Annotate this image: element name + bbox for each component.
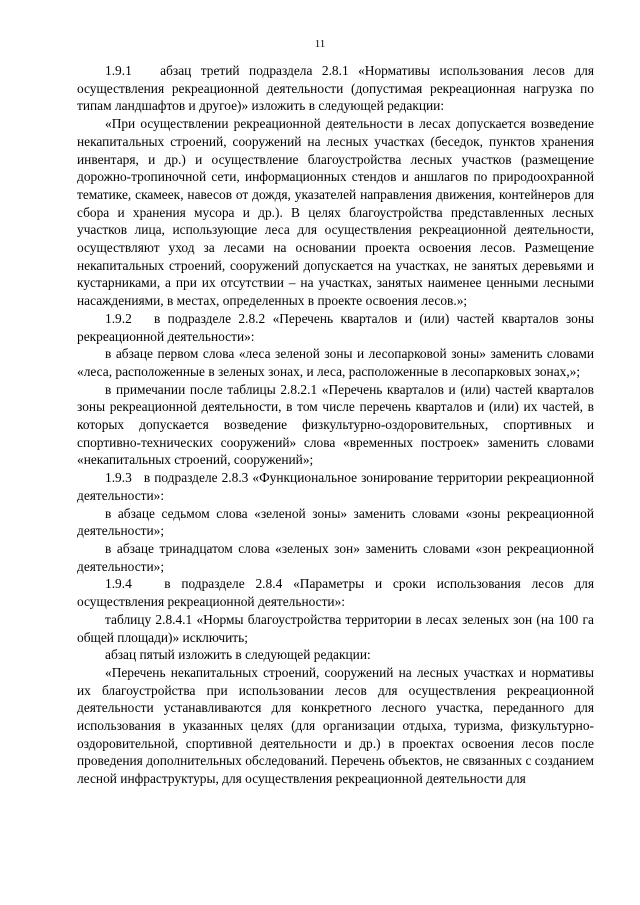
document-body [77,62,594,788]
page-number: 11 [314,38,326,50]
paragraph-quote-recreation: «При осуществлении рекреационной деятельности в лесах допускается возведение некапитальных строений, сооружений на лесных участках (беседок, пунктов хранения инвентаря, и др.) и осуществление благоустройства лесных участков (размещение дорожно-тропиночной сети, информационных стендов и аншлагов по природоохранной тематике, скамеек, навесов от дождя, указателей направления движения, контейнеров для сбора и хранения мусора и др.). В целях благоустройства представленных лесных участков лица, использующие леса для осуществления рекреационной деятельности, осуществляют уход за лесами на основании проекта освоения лесов. Размещение некапитальных строений, сооружений допускается на участках, не занятых деревьями и кустарниками, а при их отсутствии – на участках, занятых наименее ценными лесными насаждениями, в местах, определенных в проекте освоения лесов.»; [77,116,594,309]
paragraph-table-exclude: таблицу 2.8.4.1 «Нормы благоустройства территории в лесах зеленых зон (на 100 га общей площади)» исключить; [77,611,594,645]
paragraph-seventh-abzac: в абзаце седьмом слова «зеленой зоны» заменить словами «зоны рекреационной деятельности»; [77,505,594,539]
paragraph-1-9-3: 1.9.3 в подразделе 2.8.3 «Функциональное зонирование территории рекреационной деятельности»: [77,470,594,503]
paragraph-1-9-4: 1.9.4 в подразделе 2.8.4 «Параметры и сроки использования лесов для осуществления рекреационной деятельности»: [77,576,594,610]
paragraph-first-abzac: в абзаце первом слова «леса зеленой зоны и лесопарковой зоны» заменить словами «леса, расположенные в зеленых зонах, и леса, расположенные в лесопарковых зонах,»; [77,346,594,379]
paragraph-quote-list: «Перечень некапитальных строений, сооружений на лесных участках и нормативы их благоустройства при использовании лесов для осуществления рекреационной деятельности устанавливаются для конкретного лесного участка, переданного для использования в указанных целях (для организации отдыха, туризма, физкультурно-оздоровительной, спортивной деятельности и др.) в проектах освоения лесов после проведения дополнительных обследований. Перечень объектов, не связанных с созданием лесной инфраструктуры, для осуществления рекреационной деятельности для [77,664,594,787]
paragraph-thirteenth-abzac: в абзаце тринадцатом слова «зеленых зон» заменить словами «зон рекреационной деятельности»; [77,540,594,574]
paragraph-fifth-abzac: абзац пятый изложить в следующей редакции: [105,647,371,663]
paragraph-1-9-1: 1.9.1 абзац третий подраздела 2.8.1 «Нормативы использования лесов для осуществления рекреационной деятельности (допустимая рекреационная нагрузка по типам ландшафтов и другое)» изложить в следующей редакции: [77,63,594,114]
paragraph-note-table: в примечании после таблицы 2.8.2.1 «Перечень кварталов и (или) частей кварталов зоны рекреационной деятельности, в том числе перечень кварталов и (или) их частей, в которых допускается возведение физкультурно-оздоровительных, спортивных и спортивно-технических сооружений» слова «временных построек» заменить словами «некапитальных строений, сооружений»; [77,381,594,468]
paragraph-1-9-2: 1.9.2 в подразделе 2.8.2 «Перечень кварталов и (или) частей кварталов зоны рекреационной деятельности»: [77,310,594,344]
